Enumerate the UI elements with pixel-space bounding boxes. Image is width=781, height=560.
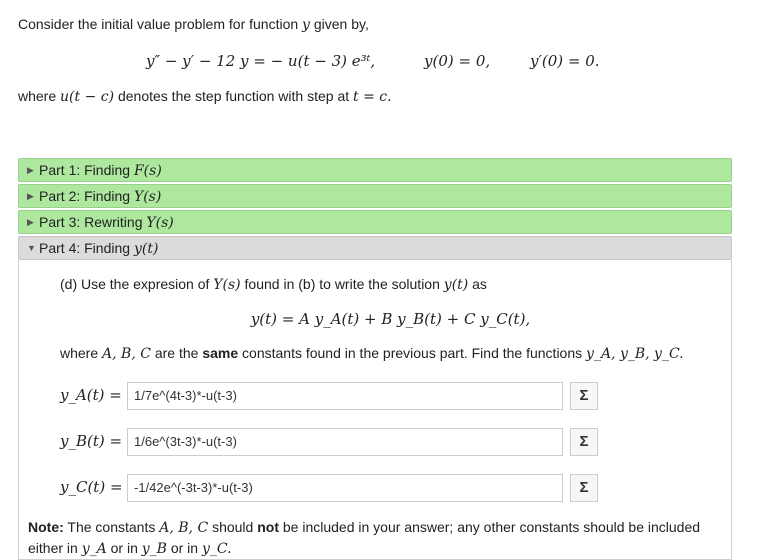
solution-form: y(t) = A y_A(t) + B y_B(t) + C y_C(t), bbox=[250, 310, 531, 328]
sigma-icon[interactable]: Σ bbox=[570, 428, 598, 456]
part-1-math: F(s) bbox=[133, 163, 162, 179]
part-4-label: Part 4: Finding bbox=[39, 240, 131, 256]
part-4-panel bbox=[18, 260, 732, 560]
note-text3: be included in your answer; any other constants should be included either in bbox=[28, 519, 701, 556]
sigma-icon[interactable]: Σ bbox=[570, 474, 598, 502]
intro-var: y bbox=[302, 17, 310, 33]
part-3-math: Y(s) bbox=[146, 215, 174, 231]
find-functions-instruction bbox=[60, 345, 684, 362]
sigma-icon[interactable]: Σ bbox=[570, 382, 598, 410]
intro-text: Consider the initial value problem for function bbox=[18, 16, 299, 32]
note-bold: Note: bbox=[28, 519, 64, 535]
part-2-math: Y(s) bbox=[133, 189, 162, 205]
where-word: where bbox=[18, 88, 57, 104]
part-2-label: Part 2: Finding bbox=[39, 188, 131, 204]
abc-bold: same bbox=[202, 345, 239, 361]
answer-note bbox=[28, 517, 728, 559]
ode-equation bbox=[0, 52, 781, 76]
expand-triangle-icon: ▶ bbox=[27, 217, 34, 227]
note-m3: y_C. bbox=[201, 541, 232, 557]
part-1-header[interactable] bbox=[18, 158, 732, 182]
intro-tail: given by, bbox=[313, 16, 369, 32]
part-2-header[interactable] bbox=[18, 184, 732, 208]
note-or2: or in bbox=[170, 540, 199, 556]
step-function-symbol: u(t − c) bbox=[60, 89, 115, 105]
note-text1: The constants bbox=[67, 519, 156, 535]
where-mid: denotes the step function with step at bbox=[117, 88, 350, 104]
initial-condition-1: y(0) = 0, bbox=[424, 52, 491, 70]
yA-input[interactable]: 1/7e^(4t-3)*-u(t-3) bbox=[127, 382, 563, 410]
step-at: t = c. bbox=[353, 89, 392, 105]
yC-label: y_C(t) = bbox=[60, 478, 123, 496]
abc-lead: where bbox=[60, 345, 99, 361]
yC-input[interactable]: -1/42e^(-3t-3)*-u(t-3) bbox=[127, 474, 563, 502]
yB-label: y_B(t) = bbox=[60, 432, 123, 450]
note-text2: should bbox=[212, 519, 254, 535]
abc-funcs: y_A, y_B, y_C. bbox=[586, 346, 684, 362]
expand-triangle-icon: ▶ bbox=[27, 191, 34, 201]
problem-intro bbox=[18, 16, 369, 33]
part-1-label: Part 1: Finding bbox=[39, 162, 131, 178]
abc-mid: are the bbox=[154, 345, 199, 361]
note-math: A, B, C bbox=[159, 520, 209, 536]
part-3-label: Part 3: Rewriting bbox=[39, 214, 143, 230]
note-m1: y_A bbox=[81, 541, 107, 557]
part-4-math: y(t) bbox=[133, 241, 159, 257]
question-tail: as bbox=[472, 276, 487, 292]
question-d bbox=[60, 276, 487, 293]
abc-math: A, B, C bbox=[102, 346, 151, 362]
question-math1: Y(s) bbox=[213, 277, 241, 293]
expand-triangle-icon: ▶ bbox=[27, 165, 34, 175]
question-lead: (d) Use the expresion of bbox=[60, 276, 210, 292]
yB-input[interactable]: 1/6e^(3t-3)*-u(t-3) bbox=[127, 428, 563, 456]
abc-tail: constants found in the previous part. Find the functions bbox=[242, 345, 583, 361]
step-function-note bbox=[18, 88, 392, 105]
note-bold2: not bbox=[257, 519, 279, 535]
note-or1: or in bbox=[110, 540, 138, 556]
initial-condition-2: y′(0) = 0. bbox=[530, 52, 600, 70]
ode: y″ − y′ − 12 y = − u(t − 3) e³ᵗ, bbox=[146, 52, 376, 70]
question-mid: found in (b) to write the solution bbox=[244, 276, 440, 292]
part-3-header[interactable] bbox=[18, 210, 732, 234]
yA-label: y_A(t) = bbox=[60, 386, 122, 404]
note-m2: y_B bbox=[141, 541, 167, 557]
question-math2: y(t) bbox=[443, 277, 469, 293]
part-4-header[interactable] bbox=[18, 236, 732, 260]
collapse-triangle-icon: ▼ bbox=[27, 243, 36, 253]
